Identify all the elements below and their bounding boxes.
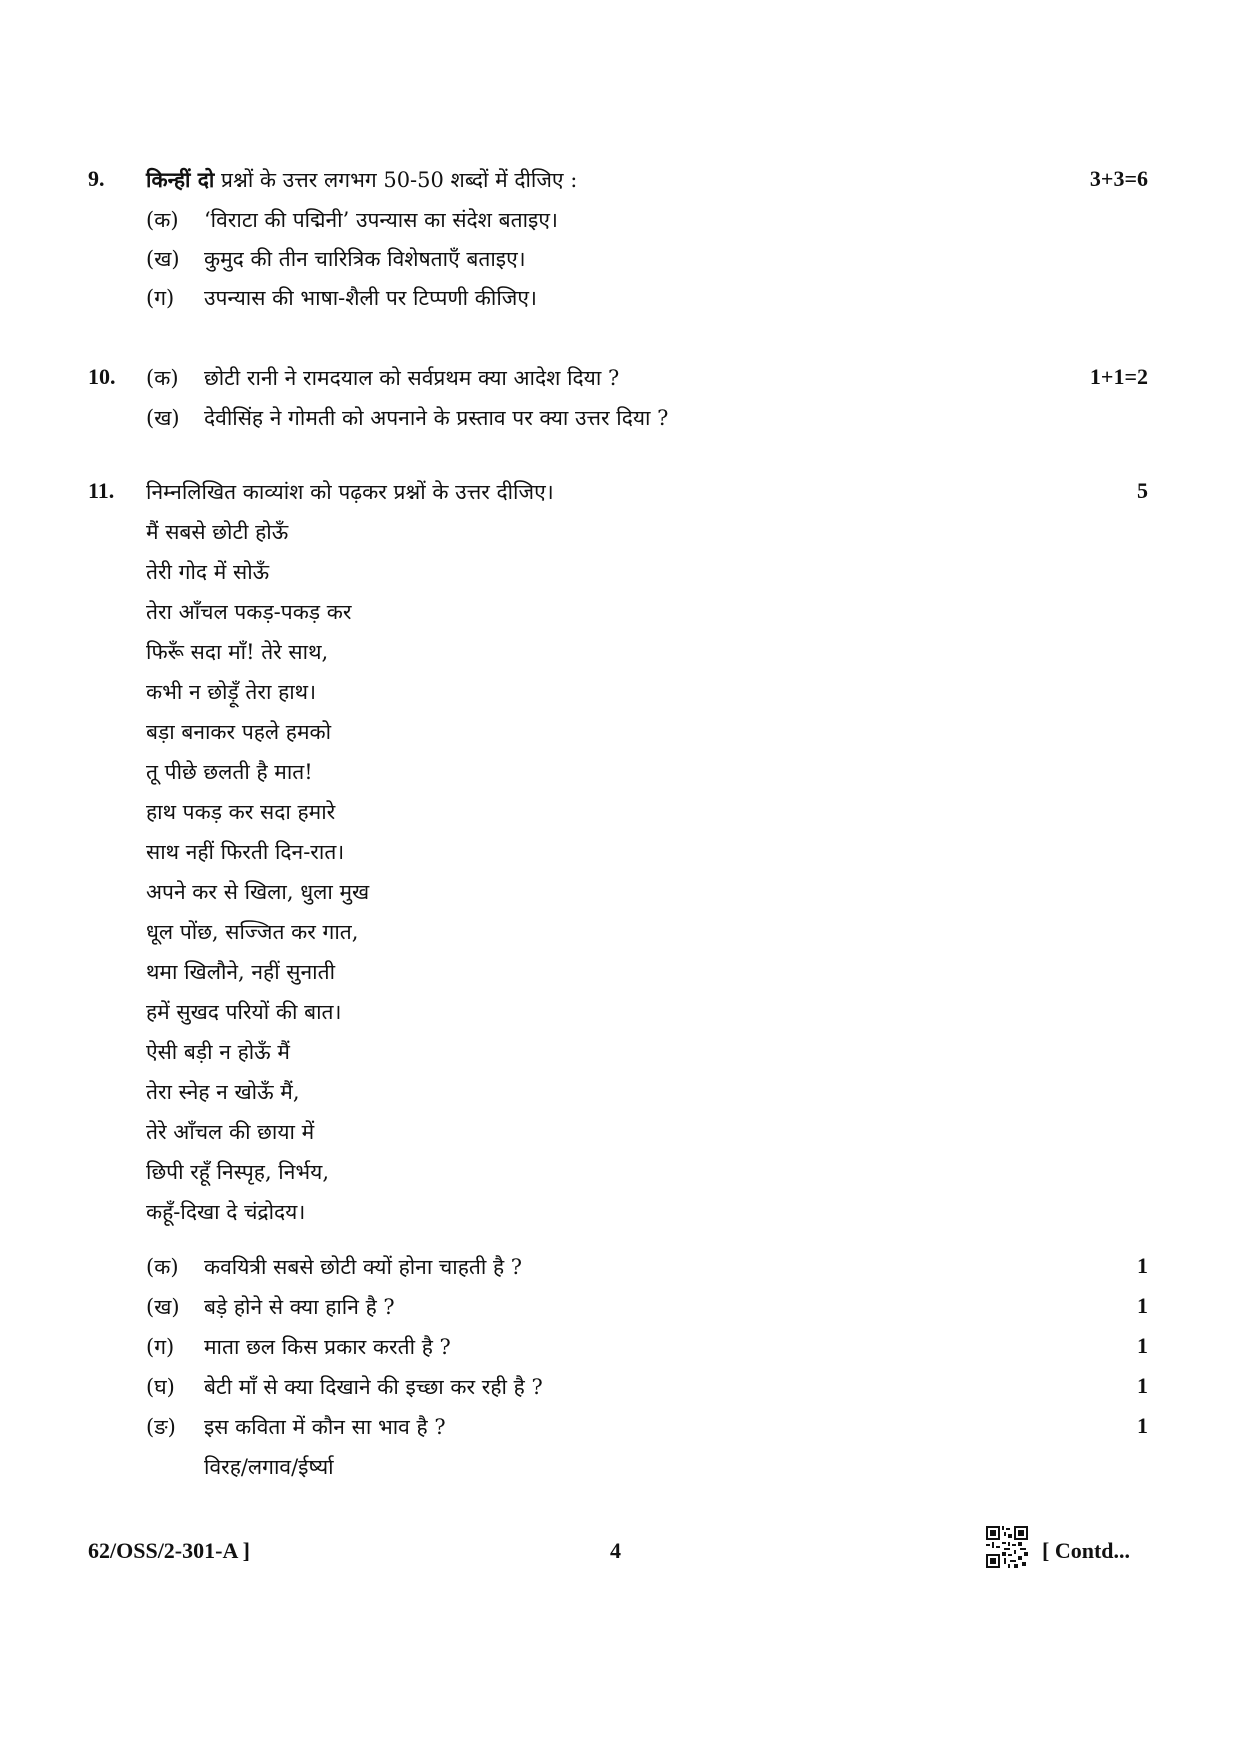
poem-line: तेरा स्नेह न खोऊँ मैं,	[146, 1080, 300, 1104]
question-intro: निम्नलिखित काव्यांश को पढ़कर प्रश्नों के उत्तर दीजिए।	[146, 480, 554, 504]
page-number: 4	[610, 1538, 621, 1563]
sub-text: बेटी माँ से क्या दिखाने की इच्छा कर रही है ?	[204, 1375, 543, 1399]
sub-text: बड़े होने से क्या हानि है ?	[204, 1295, 395, 1319]
poem-line: बड़ा बनाकर पहले हमको	[146, 720, 332, 744]
poem-line: अपने कर से खिला, धुला मुख	[146, 880, 370, 904]
sub-text: ‘विराटा की पद्मिनी’ उपन्यास का संदेश बताइए।	[204, 208, 558, 232]
qr-code-icon	[986, 1526, 1028, 1568]
sub-question	[146, 206, 558, 234]
sub-label: (ख)	[146, 406, 180, 430]
poem-line: मैं सबसे छोटी होऊँ	[146, 520, 289, 544]
poem-line: साथ नहीं फिरती दिन-रात।	[146, 840, 345, 864]
sub-question	[146, 245, 526, 273]
poem-line: फिरूँ सदा माँ! तेरे साथ,	[146, 640, 329, 664]
question-number: 9.	[88, 166, 105, 191]
sub-label: (ग)	[146, 286, 175, 310]
sub-marks: 1	[1137, 1253, 1148, 1278]
poem-line: ऐसी बड़ी न होऊँ मैं	[146, 1040, 290, 1064]
sub-label: (क)	[146, 366, 179, 390]
sub-label: (क)	[146, 1255, 179, 1279]
sub-question	[146, 1253, 522, 1281]
sub-text: छोटी रानी ने रामदयाल को सर्वप्रथम क्या आदेश दिया ?	[204, 366, 620, 390]
sub-text: देवीसिंह ने गोमती को अपनाने के प्रस्ताव पर क्या उत्तर दिया ?	[204, 406, 669, 430]
sub-text: उपन्यास की भाषा-शैली पर टिप्पणी कीजिए।	[204, 286, 537, 310]
sub-marks: 1	[1137, 1293, 1148, 1318]
sub-label: (ख)	[146, 247, 180, 271]
sub-text: कुमुद की तीन चारित्रिक विशेषताएँ बताइए।	[204, 247, 526, 271]
sub-text: इस कविता में कौन सा भाव है ?	[204, 1415, 446, 1439]
sub-question	[146, 364, 619, 392]
poem-line: कभी न छोड़ूँ तेरा हाथ।	[146, 680, 317, 704]
poem-line: थमा खिलौने, नहीं सुनाती	[146, 960, 336, 984]
poem-line: कहूँ-दिखा दे चंद्रोदय।	[146, 1200, 306, 1224]
poem-line: धूल पोंछ, सज्जित कर गात,	[146, 920, 359, 944]
sub-marks: 1	[1137, 1333, 1148, 1358]
sub-text: माता छल किस प्रकार करती है ?	[204, 1335, 451, 1359]
poem-line: छिपी रहूँ निस्पृह, निर्भय,	[146, 1160, 330, 1184]
poem-line: तू पीछे छलती है मात!	[146, 760, 313, 784]
question-marks: 1+1=2	[1089, 364, 1148, 389]
sub-label: (क)	[146, 208, 179, 232]
poem-line: हाथ पकड़ कर सदा हमारे	[146, 800, 336, 824]
question-number: 10.	[88, 364, 116, 389]
sub-question	[146, 1293, 395, 1321]
question-marks: 5	[1137, 478, 1148, 503]
sub-question	[146, 1333, 451, 1361]
sub-label: (ख)	[146, 1295, 180, 1319]
sub-marks: 1	[1137, 1413, 1148, 1438]
answer-options: विरह/लगाव/ईर्ष्या	[204, 1455, 334, 1479]
paper-code: 62/OSS/2-301-A ]	[88, 1538, 250, 1563]
sub-question	[146, 404, 668, 432]
question-number: 11.	[88, 478, 115, 503]
poem-line: तेरी गोद में सोऊँ	[146, 560, 270, 584]
sub-marks: 1	[1137, 1373, 1148, 1398]
intro-bold: किन्हीं दो	[146, 167, 215, 192]
continued-label: [ Contd...	[1042, 1538, 1131, 1563]
sub-question	[146, 1373, 543, 1401]
sub-label: (ग)	[146, 1335, 175, 1359]
question-intro	[146, 166, 577, 194]
sub-question	[146, 1413, 446, 1441]
poem-line: तेरा आँचल पकड़-पकड़ कर	[146, 600, 352, 624]
intro-text: प्रश्नों के उत्तर लगभग 50-50 शब्दों में दीजिए :	[214, 168, 578, 192]
poem-line: हमें सुखद परियों की बात।	[146, 1000, 342, 1024]
question-marks: 3+3=6	[1089, 166, 1148, 191]
poem-line: तेरे आँचल की छाया में	[146, 1120, 315, 1144]
sub-label: (ङ)	[146, 1415, 176, 1439]
sub-label: (घ)	[146, 1375, 175, 1399]
sub-question	[146, 284, 537, 312]
sub-text: कवयित्री सबसे छोटी क्यों होना चाहती है ?	[204, 1255, 523, 1279]
